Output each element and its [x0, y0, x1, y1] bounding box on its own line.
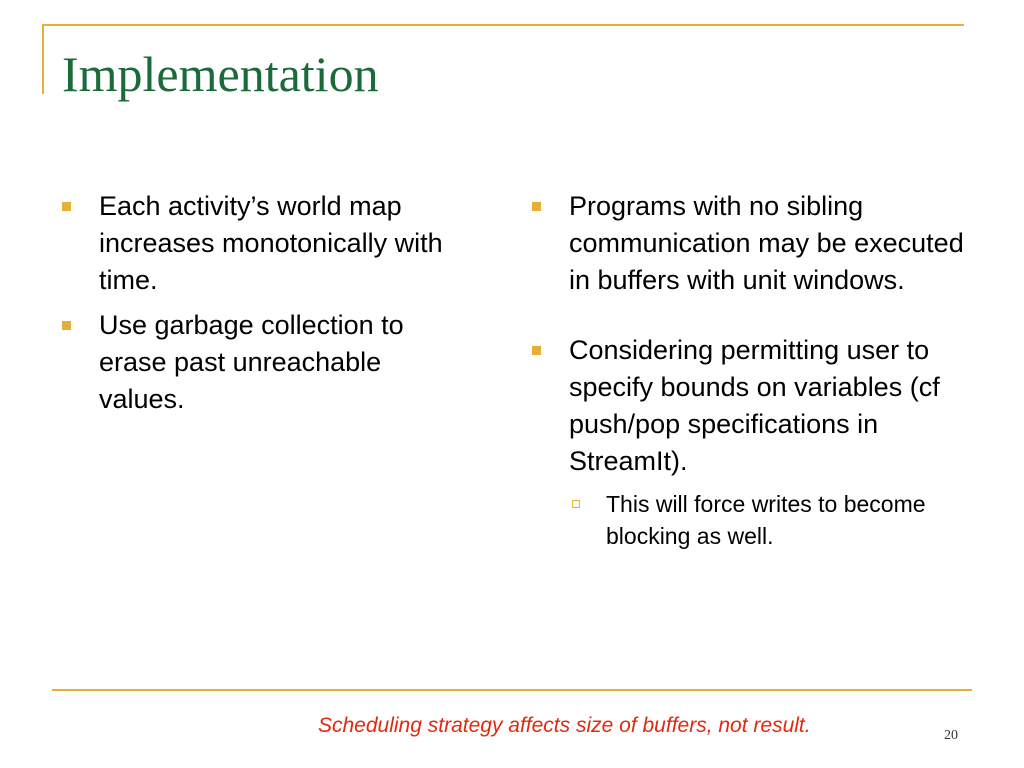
title-frame-top-rule — [42, 24, 964, 26]
right-bullet-1 — [532, 188, 982, 299]
left-bullet-list — [62, 188, 472, 426]
right-bullet-2 — [532, 332, 982, 552]
hollow-square-icon — [572, 500, 580, 508]
filled-square-icon — [532, 202, 541, 211]
sub-bullet-1-text: This will force writes to become blocking as well. — [606, 491, 926, 549]
left-bullet-1 — [62, 188, 472, 299]
footer-note: Scheduling strategy affects size of buffers, not result. — [318, 714, 811, 737]
left-bullet-2-text: Use garbage collection to erase past unreachable values. — [99, 310, 404, 414]
left-bullet-1-text: Each activity’s world map increases monotonically with time. — [99, 191, 443, 295]
title-frame-left-rule — [42, 24, 44, 94]
page-number: 20 — [944, 728, 958, 743]
filled-square-icon — [532, 346, 541, 355]
slide-title: Implementation — [62, 46, 379, 102]
right-bullet-list — [532, 188, 982, 560]
left-bullet-2 — [62, 307, 472, 418]
filled-square-icon — [62, 321, 71, 330]
filled-square-icon — [62, 202, 71, 211]
right-bullet-2-text: Considering permitting user to specify bounds on variables (cf push/pop specifications in StreamIt). — [569, 335, 940, 476]
sub-bullet-list — [569, 488, 982, 552]
right-bullet-1-text: Programs with no sibling communication may be executed in buffers with unit windows. — [569, 191, 964, 295]
sub-bullet-1 — [569, 488, 982, 552]
footer-rule — [52, 689, 972, 691]
